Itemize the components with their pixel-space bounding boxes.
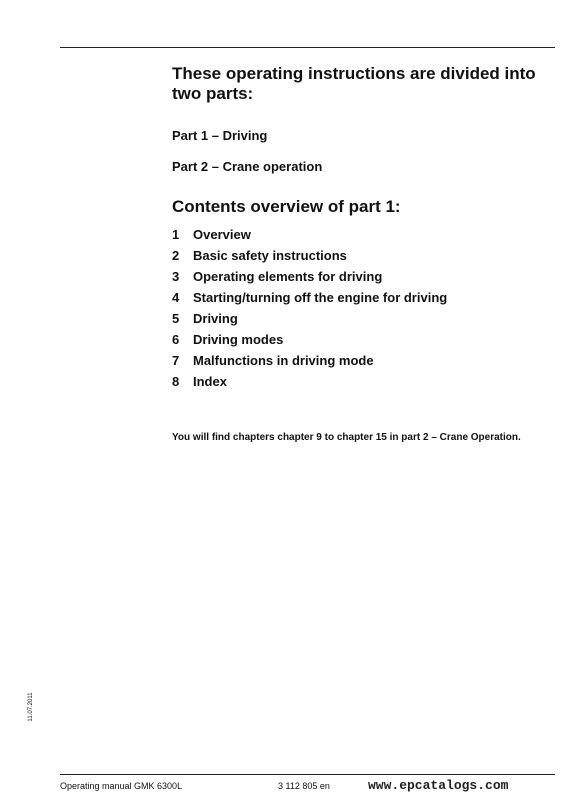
chapter-number: 1 [172, 227, 180, 242]
part-1-label: Part 1 – Driving [172, 128, 268, 143]
side-date-text: 11.07.2011 [28, 692, 34, 722]
list-item [172, 245, 567, 266]
contents-list [172, 224, 567, 392]
footer-manual-title: Operating manual GMK 6300L [60, 781, 183, 791]
chapter-title: Starting/turning off the engine for driving [193, 290, 448, 305]
list-item [172, 224, 567, 245]
side-date-stamp [24, 690, 38, 724]
list-item [172, 266, 567, 287]
list-item [172, 350, 567, 371]
chapter-title: Driving [193, 311, 238, 326]
header-rule [60, 47, 555, 48]
footer-document-number: 3 112 805 en [278, 781, 330, 791]
chapter-title: Overview [193, 227, 251, 242]
part-2-label: Part 2 – Crane operation [172, 159, 323, 174]
chapter-title: Basic safety instructions [193, 248, 347, 263]
chapter-title: Driving modes [193, 332, 284, 347]
chapter-number: 6 [172, 332, 180, 347]
chapter-title: Malfunctions in driving mode [193, 353, 374, 368]
chapter-title: Index [193, 374, 227, 389]
chapter-number: 4 [172, 290, 180, 305]
chapter-number: 8 [172, 374, 180, 389]
chapter-number: 3 [172, 269, 180, 284]
list-item [172, 329, 567, 350]
page-title: These operating instructions are divided into two parts: [172, 64, 536, 103]
chapter-number: 7 [172, 353, 180, 368]
footer-rule [60, 774, 555, 775]
list-item [172, 287, 567, 308]
chapter-number: 5 [172, 311, 180, 326]
chapter-number: 2 [172, 248, 180, 263]
list-item [172, 308, 567, 329]
footer-website-watermark: www.epcatalogs.com [368, 778, 509, 793]
part-2-note: You will find chapters chapter 9 to chapter 15 in part 2 – Crane Operation. [172, 432, 521, 443]
chapter-title: Operating elements for driving [193, 269, 383, 284]
main-content [172, 64, 567, 443]
list-item [172, 371, 567, 392]
contents-heading: Contents overview of part 1: [172, 197, 401, 216]
